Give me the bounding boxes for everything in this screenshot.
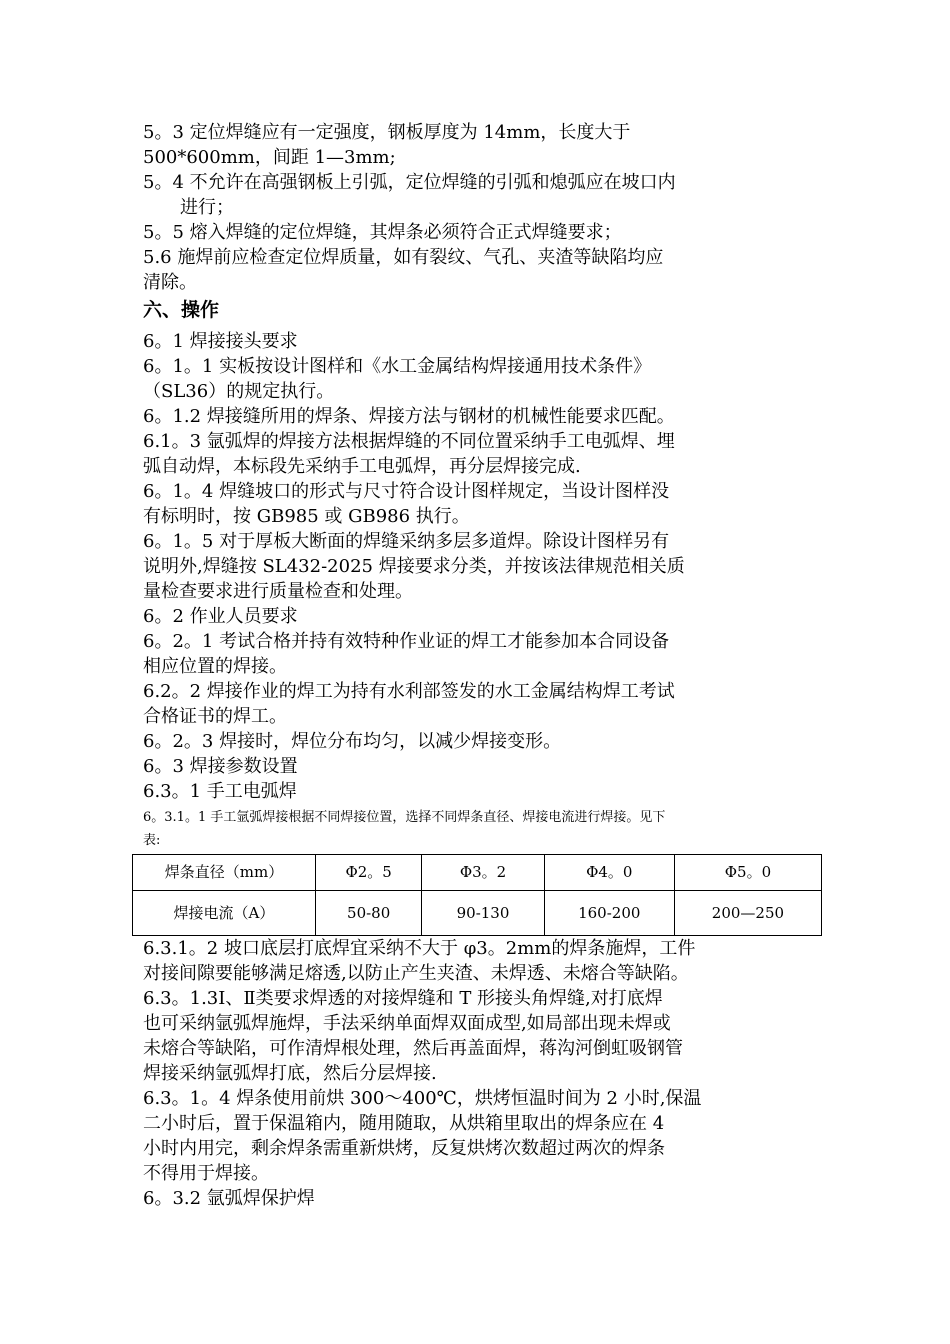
document-page [143,120,809,1211]
line: 5.6 施焊前应检查定位焊质量，如有裂纹、气孔、夹渣等缺陷均应 [143,247,664,268]
electrode-current-table [132,854,822,936]
line: 未熔合等缺陷，可作清焊根处理，然后再盖面焊，蒋沟河倒虹吸钢管 [143,1038,683,1059]
line: 说明外,焊缝按 SL432-2025 焊接要求分类，并按该法律规范相关质 [143,556,685,577]
table-cell: Φ3。2 [422,855,544,891]
line: 6。2。1 考试合格并持有效特种作业证的焊工才能参加本合同设备 [143,631,670,652]
paragraph-6-3-1-1 [143,806,809,852]
line: 量检查要求进行质量检查和处理。 [143,581,413,602]
line: （SL36）的规定执行。 [143,381,335,402]
section-6-2: 6。2 作业人员要求 [143,606,298,627]
paragraph-6-2-2 [143,679,809,729]
paragraph-6-2-1 [143,629,809,679]
section-6-3-1: 6.3。1 手工电弧焊 [143,781,297,802]
line: 对接间隙要能够满足熔透,以防止产生夹渣、未焊透、未熔合等缺陷。 [143,963,689,984]
table-cell: Φ5。0 [674,855,821,891]
line: 6。3.1。1 手工氩弧焊接根据不同焊接位置，选择不同焊条直径、焊接电流进行焊接。见下 [143,810,666,825]
line: 有标明时，按 GB985 或 GB986 执行。 [143,506,470,527]
paragraph-6-2-3: 6。2。3 焊接时，焊位分布均匀，以减少焊接变形。 [143,731,562,752]
table-row [133,891,822,936]
line: 焊接采纳氩弧焊打底，然后分层焊接. [143,1063,437,1084]
line: 也可采纳氩弧焊施焊，手法采纳单面焊双面成型,如局部出现未焊或 [143,1013,671,1034]
line: 6。1。5 对于厚板大断面的焊缝采纳多层多道焊。除设计图样另有 [143,531,670,552]
section-6-3-2: 6。3.2 氩弧焊保护焊 [143,1188,315,1209]
section-heading-6: 六、操作 [143,299,220,321]
line: 6。1。1 实板按设计图样和《水工金属结构焊接通用技术条件》 [143,356,652,377]
paragraph-5-3 [143,120,809,170]
table-cell: 焊接电流（A） [133,891,316,936]
line: 6.3.1。2 坡口底层打底焊宜采纳不大于 φ3。2mm的焊条施焊，工件 [143,938,696,959]
paragraph-5-6 [143,245,809,295]
paragraph-6-3-1-4 [143,1086,809,1186]
table-cell: 焊条直径（mm） [133,855,316,891]
section-6-3: 6。3 焊接参数设置 [143,756,298,777]
line: 合格证书的焊工。 [143,706,287,727]
line: 小时内用完，剩余焊条需重新烘烤，反复烘烤次数超过两次的焊条 [143,1138,665,1159]
line: 清除。 [143,272,197,293]
line: 5。4 不允许在高强钢板上引弧，定位焊缝的引弧和熄弧应在坡口内 [143,172,676,193]
line: 6。1。4 焊缝坡口的形式与尺寸符合设计图样规定，当设计图样没 [143,481,670,502]
table-cell: 50-80 [315,891,421,936]
line: 表: [143,833,161,848]
paragraph-6-1-5 [143,529,809,604]
line: 不得用于焊接。 [143,1163,269,1184]
paragraph-6-1-4 [143,479,809,529]
line: 6.3。1。4 焊条使用前烘 300～400℃，烘烤恒温时间为 2 小时,保温 [143,1088,702,1109]
table-cell: Φ2。5 [315,855,421,891]
paragraph-6-1-2: 6。1.2 焊接缝所用的焊条、焊接方法与钢材的机械性能要求匹配。 [143,406,675,427]
paragraph-6-3-1-3 [143,986,809,1086]
section-6-1: 6。1 焊接接头要求 [143,331,298,352]
line: 二小时后，置于保温箱内，随用随取，从烘箱里取出的焊条应在 4 [143,1113,665,1134]
line: 6.2。2 焊接作业的焊工为持有水利部签发的水工金属结构焊工考试 [143,681,675,702]
line: 6.3。1.3Ⅰ、Ⅱ类要求焊透的对接焊缝和 T 形接头角焊缝,对打底焊 [143,988,663,1009]
paragraph-6-1-3 [143,429,809,479]
line: 6.1。3 氩弧焊的焊接方法根据焊缝的不同位置采纳手工电弧焊、埋 [143,431,675,452]
table-cell: 200—250 [674,891,821,936]
paragraph-5-4 [143,170,809,220]
paragraph-6-1-1 [143,354,809,404]
table-row [133,855,822,891]
paragraph-6-3-1-2 [143,936,809,986]
table-cell: 160-200 [544,891,674,936]
line: 相应位置的焊接。 [143,656,287,677]
table-cell: Φ4。0 [544,855,674,891]
paragraph-5-5: 5。5 熔入焊缝的定位焊缝，其焊条必须符合正式焊缝要求； [143,222,622,243]
line: 进行； [180,197,234,218]
line: 弧自动焊，本标段先采纳手工电弧焊，再分层焊接完成. [143,456,581,477]
line: 500*600mm，间距 1—3mm; [143,147,396,168]
table-cell: 90-130 [422,891,544,936]
line: 5。3 定位焊缝应有一定强度，钢板厚度为 14mm，长度大于 [143,122,631,143]
